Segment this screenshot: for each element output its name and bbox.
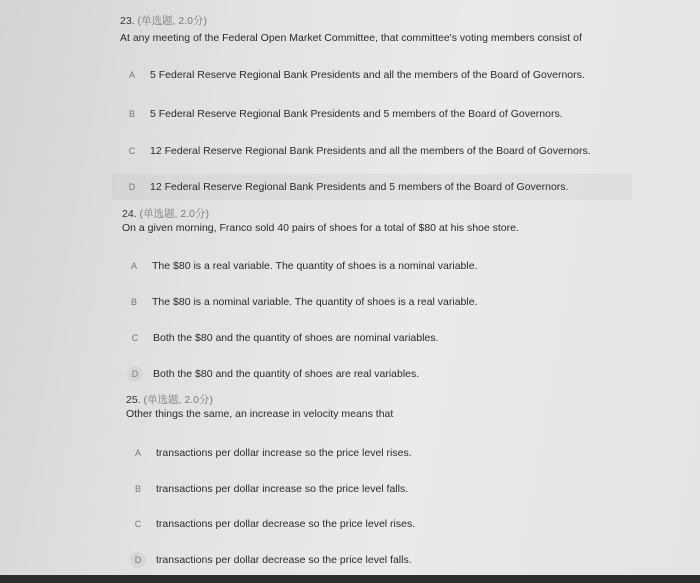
question-24-text: On a given morning, Franco sold 40 pairs of shoes for a total of $80 at his shoe store. bbox=[122, 222, 519, 234]
question-25-option-b[interactable] bbox=[130, 481, 408, 497]
option-text: Both the $80 and the quantity of shoes are real variables. bbox=[153, 368, 420, 380]
question-meta: (单选题, 2.0分) bbox=[139, 208, 209, 220]
option-text: 5 Federal Reserve Regional Bank Presidents and 5 members of the Board of Governors. bbox=[150, 108, 563, 120]
option-letter: D bbox=[127, 366, 143, 382]
question-number: 25. bbox=[126, 394, 141, 406]
option-letter: A bbox=[128, 70, 135, 80]
question-23-option-c[interactable] bbox=[124, 143, 591, 159]
option-letter: A bbox=[134, 448, 141, 458]
question-23-text: At any meeting of the Federal Open Market Committee, that committee's voting members consist of bbox=[120, 32, 582, 44]
question-24-header bbox=[122, 206, 209, 221]
option-text: 12 Federal Reserve Regional Bank Presidents and 5 members of the Board of Governors. bbox=[150, 181, 569, 193]
question-24-option-a[interactable] bbox=[126, 258, 478, 274]
option-letter: C bbox=[131, 333, 139, 343]
option-letter: D bbox=[130, 552, 146, 568]
option-text: The $80 is a nominal variable. The quantity of shoes is a real variable. bbox=[152, 296, 478, 308]
question-number: 23. bbox=[120, 15, 135, 27]
option-text: 12 Federal Reserve Regional Bank Presidents and all the members of the Board of Governors. bbox=[150, 145, 591, 157]
option-text: transactions per dollar decrease so the price level falls. bbox=[156, 554, 412, 566]
option-letter: B bbox=[128, 109, 135, 119]
question-23-option-a[interactable] bbox=[124, 67, 585, 83]
option-text: The $80 is a real variable. The quantity of shoes is a nominal variable. bbox=[152, 260, 478, 272]
question-25-header bbox=[126, 392, 213, 407]
question-25-option-a[interactable] bbox=[130, 445, 412, 461]
option-letter: C bbox=[134, 519, 142, 529]
option-letter: D bbox=[124, 179, 140, 195]
option-text: Both the $80 and the quantity of shoes are nominal variables. bbox=[153, 332, 439, 344]
question-meta: (单选题, 2.0分) bbox=[143, 394, 213, 406]
option-text: transactions per dollar increase so the price level rises. bbox=[156, 447, 412, 459]
screen-bottom-edge bbox=[0, 575, 700, 583]
option-letter: B bbox=[134, 484, 141, 494]
question-24-option-b[interactable] bbox=[126, 294, 478, 310]
question-24-option-c[interactable] bbox=[127, 330, 438, 346]
question-25-text: Other things the same, an increase in velocity means that bbox=[126, 408, 394, 420]
option-letter: C bbox=[128, 146, 136, 156]
option-letter: A bbox=[130, 261, 137, 271]
option-text: 5 Federal Reserve Regional Bank Presidents and all the members of the Board of Governors. bbox=[150, 69, 585, 81]
question-24-option-d[interactable] bbox=[127, 366, 419, 382]
question-number: 24. bbox=[122, 208, 137, 220]
option-text: transactions per dollar decrease so the price level rises. bbox=[156, 518, 416, 530]
question-23-header bbox=[120, 13, 207, 28]
question-25-option-c[interactable] bbox=[130, 516, 415, 532]
question-meta: (单选题, 2.0分) bbox=[137, 15, 207, 27]
question-23-option-d[interactable] bbox=[124, 179, 568, 195]
question-25-option-d[interactable] bbox=[130, 552, 412, 568]
option-text: transactions per dollar increase so the price level falls. bbox=[156, 483, 409, 495]
option-letter: B bbox=[130, 297, 137, 307]
question-23-option-b[interactable] bbox=[124, 106, 563, 122]
